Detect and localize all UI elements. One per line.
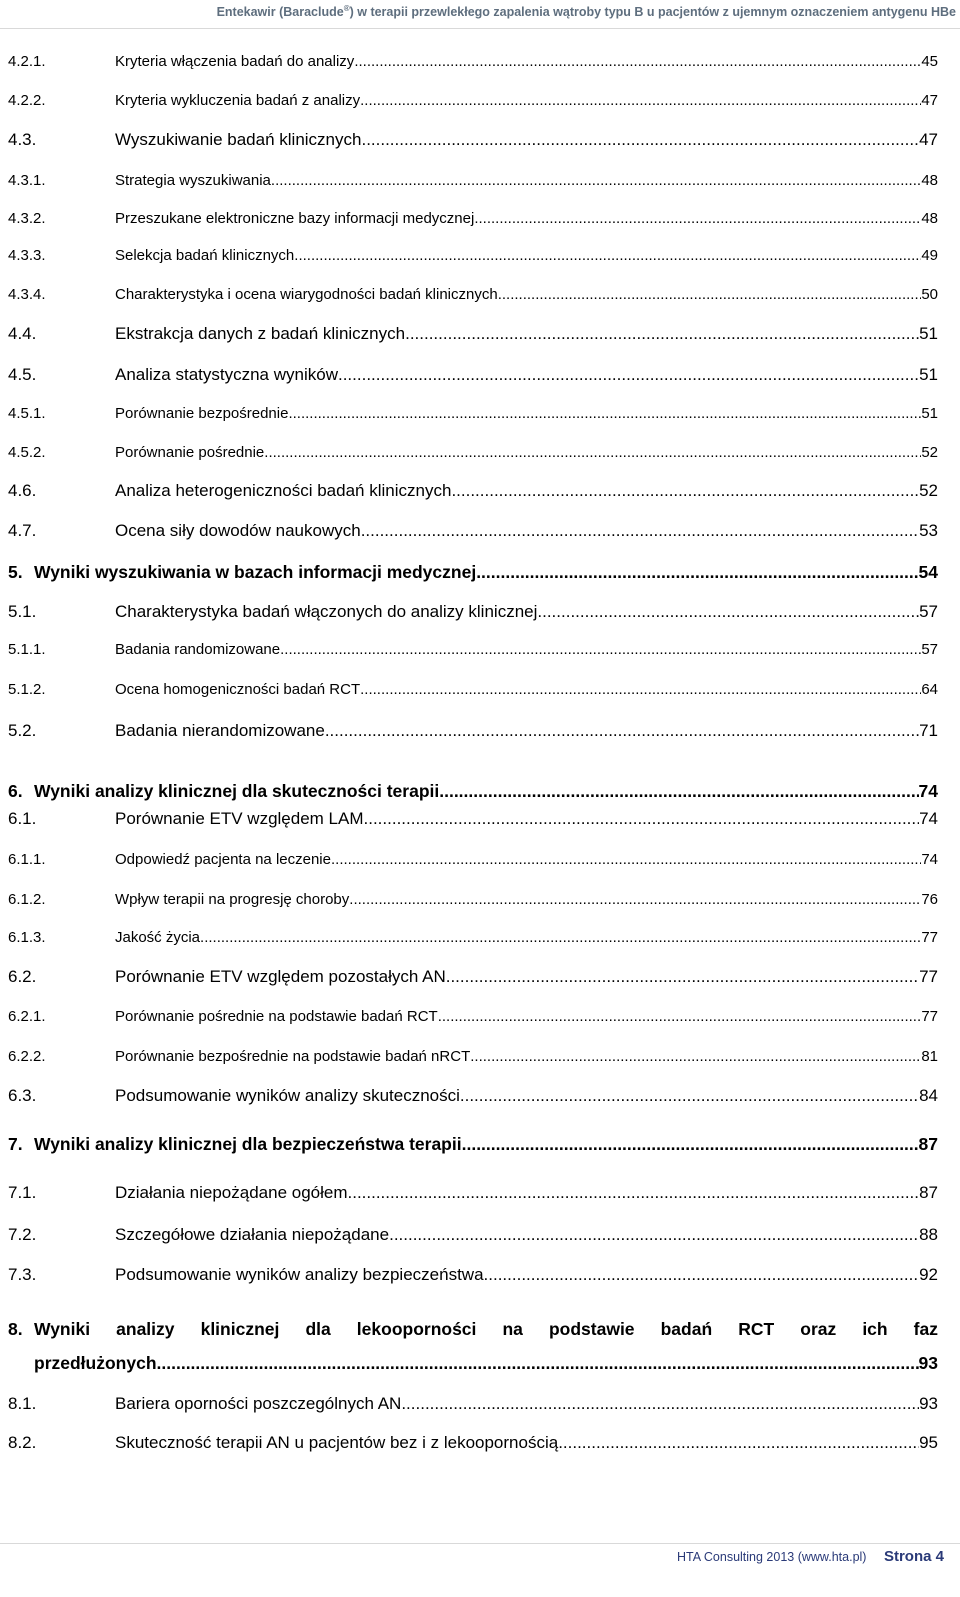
registered-mark: ® <box>343 4 350 13</box>
toc-entry[interactable] <box>0 890 960 910</box>
toc-entry-page: 77 <box>921 929 938 946</box>
toc-entry-title: Badania nierandomizowane <box>115 721 325 740</box>
toc-entry-title: Podsumowanie wyników analizy bezpieczeństwa <box>115 1265 484 1284</box>
toc-entry-page: 77 <box>921 1008 938 1025</box>
toc-entry-page: 88 <box>919 1225 938 1244</box>
toc-entry-title: Badania randomizowane <box>115 641 281 658</box>
toc-entry-number: 5.1.1. <box>8 641 46 658</box>
toc-entry[interactable] <box>0 602 960 622</box>
toc-dot-leader <box>476 562 918 582</box>
toc-entry-title: Wyszukiwanie badań klinicznych <box>115 130 362 149</box>
footer-company: HTA Consulting 2013 (www.hta.pl) <box>677 1550 867 1564</box>
toc-entry[interactable] <box>0 928 960 948</box>
toc-dot-leader <box>439 781 918 801</box>
toc-entry-number: 6.1.2. <box>8 891 46 908</box>
toc-entry[interactable] <box>0 850 960 870</box>
toc-entry[interactable] <box>0 324 960 344</box>
footer-page-number: 4 <box>935 1548 944 1565</box>
toc-entry-number: 4.4. <box>8 324 37 343</box>
toc-dot-leader <box>401 1394 919 1414</box>
toc-dot-leader <box>280 640 921 660</box>
toc-entry[interactable] <box>0 967 960 987</box>
toc-entry-title: Odpowiedź pacjenta na leczenie <box>115 851 331 868</box>
toc-entry-title: Charakterystyka badań włączonych do analizy klinicznej <box>115 602 538 621</box>
toc-entry[interactable] <box>0 562 960 582</box>
toc-dot-leader <box>264 443 921 463</box>
toc-entry-page: 77 <box>919 967 938 986</box>
toc-dot-leader <box>484 1265 920 1285</box>
toc-dot-leader <box>498 285 922 305</box>
toc-entry-page: 74 <box>919 809 938 828</box>
toc-entry[interactable] <box>0 1433 960 1453</box>
toc-entry-title: Szczegółowe działania niepożądane <box>115 1225 390 1244</box>
toc-entry[interactable] <box>0 130 960 150</box>
toc-entry-page: 51 <box>919 365 938 384</box>
toc-entry-title: Porównanie ETV względem LAM <box>115 809 364 828</box>
toc-entry-page: 71 <box>919 721 938 740</box>
toc-entry-page: 81 <box>921 1048 938 1065</box>
toc-entry-number: 6.2.2. <box>8 1048 46 1065</box>
toc-entry-number: 4.3.4. <box>8 286 46 303</box>
toc-entry[interactable] <box>0 285 960 305</box>
toc-entry-number: 6.1.1. <box>8 851 46 868</box>
toc-entry-number: 4.5. <box>8 365 37 384</box>
toc-dot-leader <box>361 130 919 150</box>
toc-entry[interactable] <box>0 1047 960 1067</box>
toc-entry-number: 5. <box>8 562 23 582</box>
toc-entry-title: Jakość życia <box>115 929 201 946</box>
toc-entry-title: Porównanie pośrednie na podstawie badań RCT <box>115 1008 438 1025</box>
toc-entry-page: 48 <box>921 172 938 189</box>
toc-entry-title: Kryteria wykluczenia badań z analizy <box>115 92 361 109</box>
toc-entry[interactable] <box>0 209 960 229</box>
toc-entry-number: 4.2.1. <box>8 53 46 70</box>
toc-entry[interactable] <box>0 1183 960 1203</box>
toc-dot-leader <box>364 809 920 829</box>
toc-entry-title: Porównanie ETV względem pozostałych AN <box>115 967 446 986</box>
toc-entry-page: 50 <box>921 286 938 303</box>
toc-entry-number: 7.3. <box>8 1265 37 1284</box>
toc-entry-title: Podsumowanie wyników analizy skuteczności <box>115 1086 460 1105</box>
toc-entry[interactable] <box>0 1319 960 1339</box>
toc-entry[interactable] <box>0 1086 960 1106</box>
toc-dot-leader <box>389 1225 919 1245</box>
toc-entry-title-cont: przedłużonych <box>34 1353 157 1373</box>
toc-entry[interactable] <box>0 91 960 111</box>
toc-entry-page: 57 <box>919 602 938 621</box>
toc-dot-leader <box>157 1353 919 1373</box>
toc-entry-title: Porównanie bezpośrednie na podstawie badań nRCT <box>115 1048 471 1065</box>
toc-entry-number: 4.3. <box>8 130 37 149</box>
toc-dot-leader <box>462 1134 919 1154</box>
toc-entry-page: 52 <box>919 481 938 500</box>
toc-dot-leader <box>331 850 921 870</box>
toc-entry-title: Porównanie pośrednie <box>115 444 265 461</box>
toc-entry-title: Analiza heterogeniczności badań klinicznych <box>115 481 452 500</box>
toc-entry-page: 76 <box>921 891 938 908</box>
toc-entry[interactable] <box>0 721 960 741</box>
toc-entry-title: Selekcja badań klinicznych <box>115 247 295 264</box>
footer-divider <box>0 1543 960 1544</box>
toc-entry[interactable] <box>0 481 960 501</box>
toc-entry-number: 7. <box>8 1134 23 1154</box>
toc-dot-leader <box>360 91 921 111</box>
toc-entry-page: 47 <box>921 92 938 109</box>
toc-dot-leader <box>361 521 919 541</box>
toc-entry[interactable] <box>0 640 960 660</box>
toc-entry-number: 5.2. <box>8 721 37 740</box>
toc-entry-page: 45 <box>921 53 938 70</box>
toc-entry-number: 4.3.1. <box>8 172 46 189</box>
toc-entry-title: Skuteczność terapii AN u pacjentów bez i z lekoopornością <box>115 1433 559 1452</box>
toc-entry[interactable] <box>0 781 960 801</box>
toc-entry-page: 64 <box>921 681 938 698</box>
toc-dot-leader <box>360 680 921 700</box>
toc-dot-leader <box>349 890 921 910</box>
toc-entry-page: 92 <box>919 1265 938 1284</box>
toc-entry-title: Wyniki analizy klinicznej dla lekooporności na podstawie badań RCT oraz ich faz <box>34 1319 938 1339</box>
toc-dot-leader <box>354 52 921 72</box>
toc-entry-page: 51 <box>919 324 938 343</box>
toc-entry-page: 93 <box>918 1353 938 1373</box>
toc-entry-page: 54 <box>918 562 938 582</box>
toc-entry-title: Przeszukane elektroniczne bazy informacji medycznej <box>115 210 475 227</box>
toc-entry-number: 4.6. <box>8 481 37 500</box>
toc-entry-number: 4.3.3. <box>8 247 46 264</box>
toc-entry[interactable] <box>0 1394 960 1414</box>
toc-entry-number: 4.3.2. <box>8 210 46 227</box>
toc-entry-number: 6.2. <box>8 967 37 986</box>
toc-entry[interactable] <box>0 171 960 191</box>
toc-entry-number: 8.2. <box>8 1433 37 1452</box>
toc-entry-title: Wyniki wyszukiwania w bazach informacji medycznej <box>34 562 477 582</box>
toc-entry-page: 57 <box>921 641 938 658</box>
toc-entry-number: 5.1.2. <box>8 681 46 698</box>
toc-entry-number: 6.3. <box>8 1086 37 1105</box>
toc-entry-number: 4.2.2. <box>8 92 46 109</box>
toc-entry-title: Wyniki analizy klinicznej dla bezpieczeństwa terapii <box>34 1134 462 1154</box>
header-text-a: Entekawir (Baraclude <box>216 5 344 20</box>
toc-entry-page: 93 <box>919 1394 938 1413</box>
toc-entry-title: Działania niepożądane ogółem <box>115 1183 348 1202</box>
toc-dot-leader <box>460 1086 919 1106</box>
toc-dot-leader <box>338 365 919 385</box>
toc-entry-page: 87 <box>918 1134 938 1154</box>
toc-entry-page: 87 <box>919 1183 938 1202</box>
footer-page-label: Strona <box>883 1548 932 1565</box>
toc-entry-page: 52 <box>921 444 938 461</box>
toc-dot-leader <box>405 324 919 344</box>
toc-entry-page: 48 <box>921 210 938 227</box>
toc-dot-leader <box>325 721 919 741</box>
toc-entry[interactable] <box>0 52 960 72</box>
page-footer <box>677 1548 944 1565</box>
toc-dot-leader <box>451 481 919 501</box>
toc-entry-page: 49 <box>921 247 938 264</box>
toc-entry[interactable] <box>0 809 960 829</box>
toc-dot-leader <box>474 209 921 229</box>
toc-entry[interactable] <box>0 521 960 541</box>
toc-entry-title: Ocena siły dowodów naukowych <box>115 521 361 540</box>
toc-entry[interactable] <box>0 680 960 700</box>
toc-entry-number: 6.1.3. <box>8 929 46 946</box>
toc-entry-page: 51 <box>921 405 938 422</box>
toc-dot-leader <box>348 1183 920 1203</box>
toc-entry-page: 95 <box>919 1433 938 1452</box>
toc-entry-number: 7.1. <box>8 1183 37 1202</box>
toc-entry-title: Ocena homogeniczności badań RCT <box>115 681 361 698</box>
toc-entry-title: Porównanie bezpośrednie <box>115 405 289 422</box>
toc-entry[interactable] <box>0 443 960 463</box>
toc-entry-number: 6. <box>8 781 23 801</box>
toc-entry[interactable] <box>0 1134 960 1154</box>
toc-entry-title: Charakterystyka i ocena wiarygodności badań klinicznych <box>115 286 498 303</box>
toc-entry-title: Ekstrakcja danych z badań klinicznych <box>115 324 406 343</box>
toc-entry-title: Kryteria włączenia badań do analizy <box>115 53 355 70</box>
toc-entry[interactable] <box>0 1265 960 1285</box>
toc-entry-title: Strategia wyszukiwania <box>115 172 271 189</box>
toc-entry[interactable] <box>0 246 960 266</box>
toc-dot-leader <box>271 171 921 191</box>
toc-entry[interactable] <box>0 1225 960 1245</box>
toc-dot-leader <box>438 1007 922 1027</box>
toc-entry-number: 8. <box>8 1319 23 1339</box>
toc-entry-page: 84 <box>919 1086 938 1105</box>
footer-page <box>884 1548 944 1565</box>
toc-entry-number: 8.1. <box>8 1394 37 1413</box>
toc-entry-number: 4.5.1. <box>8 405 46 422</box>
header-text-b: ) w terapii przewlekłego zapalenia wątroby typu B u pacjentów z ujemnym oznaczeniem antygenu HBe <box>349 5 956 20</box>
toc-entry-number: 6.1. <box>8 809 37 828</box>
toc-dot-leader <box>558 1433 919 1453</box>
toc-dot-leader <box>200 928 921 948</box>
toc-entry-title: Bariera oporności poszczególnych AN <box>115 1394 402 1413</box>
toc-entry-page: 74 <box>918 781 938 801</box>
toc-entry[interactable] <box>0 404 960 424</box>
toc-entry-number: 6.2.1. <box>8 1008 46 1025</box>
toc-entry-number: 7.2. <box>8 1225 37 1244</box>
toc-dot-leader <box>294 246 921 266</box>
toc-entry-page: 53 <box>919 521 938 540</box>
toc-entry-number: 4.7. <box>8 521 37 540</box>
toc-dot-leader <box>446 967 919 987</box>
toc-entry-continuation[interactable] <box>0 1353 960 1373</box>
toc-entry-page: 74 <box>921 851 938 868</box>
toc-entry-title: Wyniki analizy klinicznej dla skuteczności terapii <box>34 781 440 801</box>
toc-entry[interactable] <box>0 1007 960 1027</box>
header-divider <box>0 28 960 29</box>
toc-dot-leader <box>537 602 919 622</box>
toc-entry-page: 47 <box>919 130 938 149</box>
toc-entry[interactable] <box>0 365 960 385</box>
toc-entry-number: 4.5.2. <box>8 444 46 461</box>
toc-entry-title: Analiza statystyczna wyników <box>115 365 338 384</box>
toc-dot-leader <box>470 1047 921 1067</box>
toc-dot-leader <box>288 404 921 424</box>
toc-entry-title: Wpływ terapii na progresję choroby <box>115 891 350 908</box>
toc-entry-number: 5.1. <box>8 602 37 621</box>
running-header <box>0 4 956 19</box>
